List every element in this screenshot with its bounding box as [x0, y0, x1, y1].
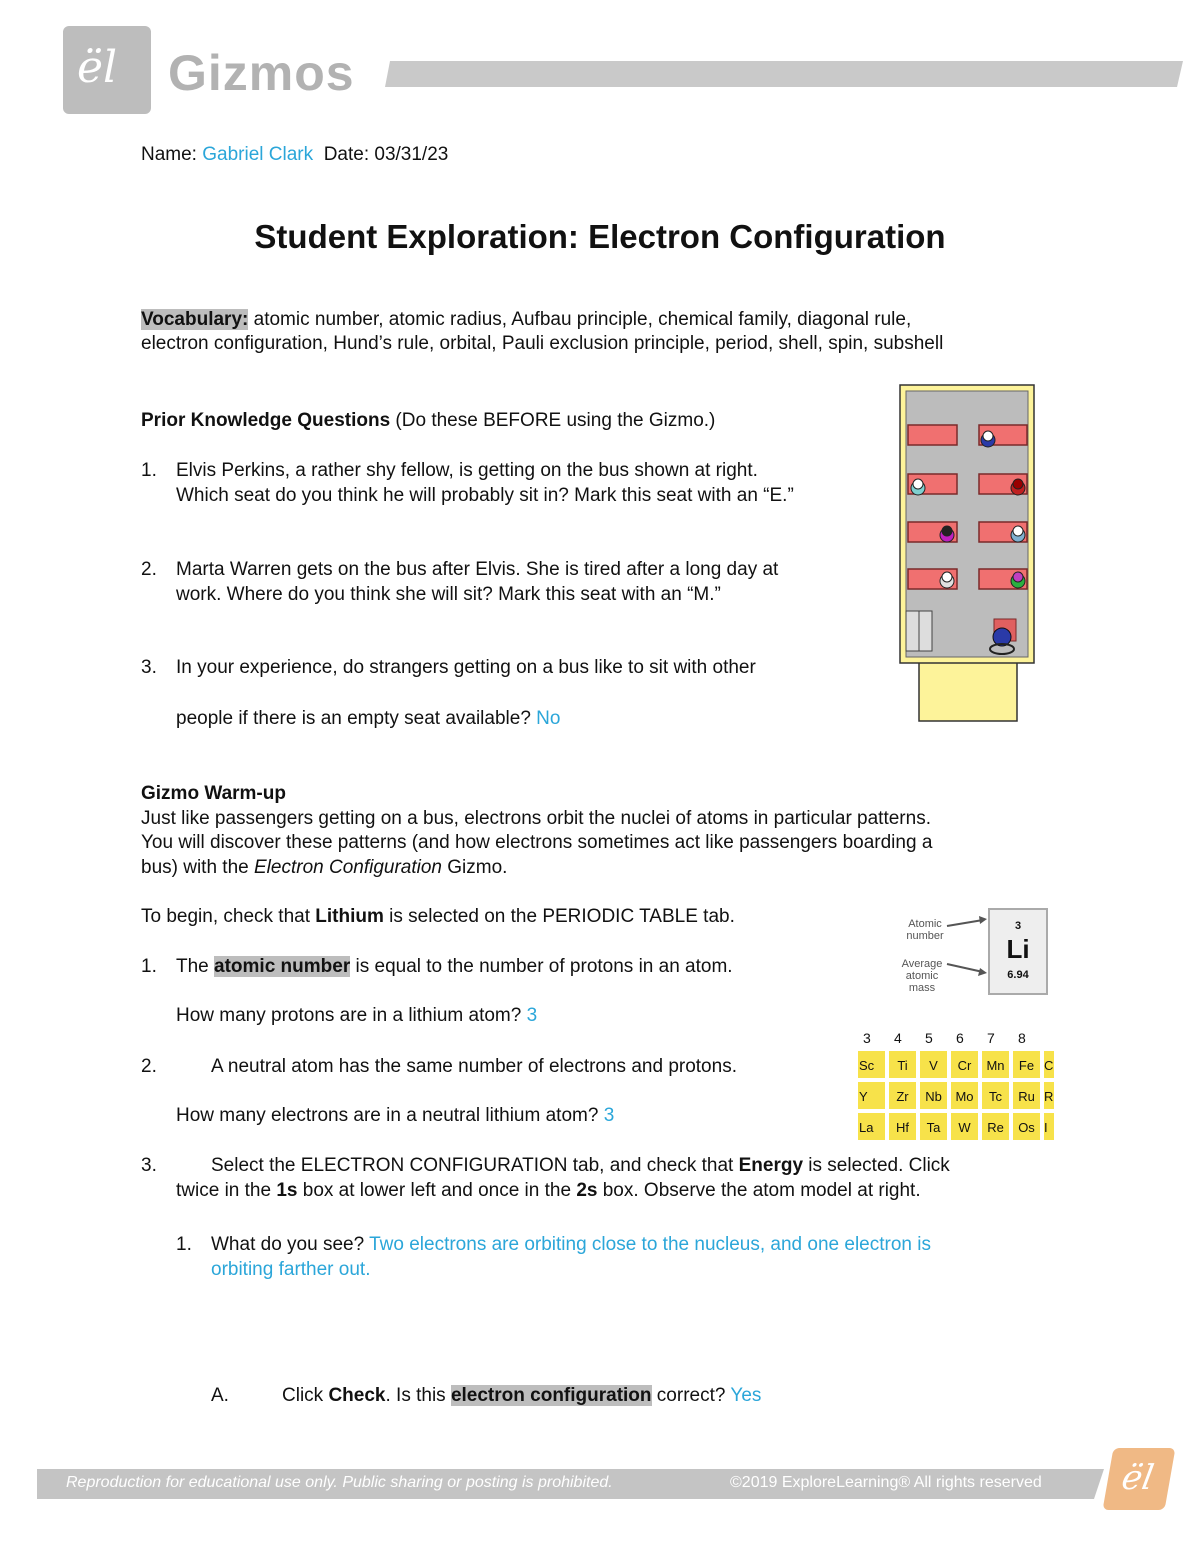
name-label: Name: [141, 144, 197, 165]
element-cell: Ti [889, 1051, 918, 1080]
name-date-line [141, 142, 448, 167]
subA-highlight: electron configuration [450, 1385, 652, 1406]
prior-q3-line2 [176, 706, 560, 731]
q1-highlight: atomic number [214, 956, 351, 977]
warmup-heading [141, 781, 286, 806]
warmup-q3-num: 3. [141, 1155, 157, 1176]
prior-q1-num: 1. [141, 460, 157, 481]
group-number: 8 [1018, 1030, 1026, 1046]
prior-heading-bold: Prior Knowledge Questions [141, 410, 391, 431]
subA-bold: Check [328, 1385, 386, 1406]
subA-c: correct? [651, 1385, 731, 1406]
prior-q1-line2: Which seat do you think he will probably sit in? Mark this seat with an “E.” [176, 485, 794, 506]
element-cell: R [1044, 1082, 1056, 1111]
prior-q3-num: 3. [141, 657, 157, 678]
vocabulary-text-1: atomic number, atomic radius, Aufbau principle, chemical family, diagonal rule, [248, 309, 912, 330]
li-atomic-number: 3 [1014, 920, 1022, 932]
subA-b: . Is this [385, 1385, 451, 1406]
sub1-line1 [211, 1232, 931, 1257]
q3-bold1: Energy [738, 1155, 804, 1176]
explorelearning-logo-icon [1103, 1448, 1176, 1510]
warmup-p3-b: Gizmo. [442, 857, 508, 878]
sub1-answer-2[interactable]: orbiting farther out. [211, 1259, 371, 1280]
warmup-p1: Just like passengers getting on a bus, electrons orbit the nuclei of atoms in particular patterns. [141, 808, 931, 829]
q1-a: The [176, 956, 215, 977]
prior-q3-line1: In your experience, do strangers getting on a bus like to sit with other [176, 657, 756, 678]
begin-a: To begin, check that [141, 906, 316, 927]
prior-heading-note: (Do these BEFORE using the Gizmo.) [390, 410, 716, 431]
warmup-q1 [176, 954, 733, 979]
element-cell: Fe [1013, 1051, 1042, 1080]
element-cell: W [951, 1113, 980, 1142]
logo-glyph: ël [77, 42, 118, 93]
q3-a: Select the ELECTRON CONFIGURATION tab, and check that [211, 1155, 739, 1176]
group-number: 5 [925, 1030, 933, 1046]
li-mass: 6.94 [1007, 969, 1029, 981]
warmup-p2: You will discover these patterns (and how electrons sometimes act like passengers boarding a [141, 832, 933, 853]
vocabulary-line-2: electron configuration, Hund’s rule, orbital, Pauli exclusion principle, period, shell, spin, subshell [141, 333, 944, 354]
prior-q2-num: 2. [141, 559, 157, 580]
element-cell: Mo [951, 1082, 980, 1111]
warmup-p3 [141, 855, 507, 880]
begin-bold: Lithium [315, 906, 384, 927]
element-cell: La [858, 1113, 887, 1142]
element-cell: Zr [889, 1082, 918, 1111]
average-mass-label: Average atomic mass [901, 958, 943, 994]
group-number: 6 [956, 1030, 964, 1046]
bus-illustration [898, 383, 1038, 725]
element-cell: Ta [920, 1113, 949, 1142]
warmup-q1-num: 1. [141, 956, 157, 977]
element-cell: Re [982, 1113, 1011, 1142]
q3-d: box at lower left and once in the [297, 1180, 577, 1201]
header-bar [385, 61, 1183, 87]
prior-q2-line2: work. Where do you think she will sit? Mark this seat with an “M.” [176, 584, 721, 605]
element-cell: I [1044, 1113, 1056, 1142]
warmup-p3-a: bus) with the [141, 857, 254, 878]
element-cell: Mn [982, 1051, 1011, 1080]
date-label: Date: [323, 144, 370, 165]
subA-answer[interactable]: Yes [730, 1385, 762, 1406]
element-cell: Tc [982, 1082, 1011, 1111]
warmup-q3-line1 [211, 1153, 950, 1178]
warmup-q3-line2 [176, 1178, 921, 1203]
element-cell: Os [1013, 1113, 1042, 1142]
sub1-answer-1[interactable]: Two electrons are orbiting close to the nucleus, and one electron is [369, 1234, 931, 1255]
lithium-tile [988, 908, 1048, 995]
warmup-q2: A neutral atom has the same number of electrons and protons. [211, 1056, 737, 1077]
prior-heading [141, 408, 715, 433]
element-cell: Y [858, 1082, 887, 1111]
prior-q2-line1: Marta Warren gets on the bus after Elvis. She is tired after a long day at [176, 559, 779, 580]
q2-sub-text: How many electrons are in a neutral lithium atom? [176, 1105, 604, 1126]
date-value[interactable]: 03/31/23 [374, 144, 449, 165]
warmup-q1-sub [176, 1003, 537, 1028]
q3-b: is selected. Click [803, 1155, 950, 1176]
element-cell: Sc [858, 1051, 887, 1080]
page-title: Student Exploration: Electron Configuration [254, 218, 946, 255]
element-cell: V [920, 1051, 949, 1080]
sub1-num: 1. [176, 1234, 192, 1255]
element-cell: Nb [920, 1082, 949, 1111]
group-number: 4 [894, 1030, 902, 1046]
q3-bold2: 1s [276, 1180, 298, 1201]
q3-c: twice in the [176, 1180, 277, 1201]
footer-disclaimer: Reproduction for educational use only. Public sharing or posting is prohibited. [66, 1474, 613, 1491]
element-cell: C [1044, 1051, 1056, 1080]
subA-a: Click [282, 1385, 329, 1406]
prior-q3-answer[interactable]: No [536, 708, 561, 729]
footer-logo-glyph: ël [1118, 1458, 1157, 1498]
name-value[interactable]: Gabriel Clark [202, 144, 314, 165]
warmup-q2-num: 2. [141, 1056, 157, 1077]
subA-num: A. [211, 1385, 229, 1406]
q1-b: is equal to the number of protons in an atom. [350, 956, 733, 977]
q1-sub-text: How many protons are in a lithium atom? [176, 1005, 527, 1026]
li-symbol: Li [1006, 934, 1030, 964]
begin-b: is selected on the PERIODIC TABLE tab. [383, 906, 735, 927]
warmup-heading-bold: Gizmo Warm-up [141, 783, 286, 804]
sub1-question: What do you see? [211, 1234, 370, 1255]
subA-line [282, 1383, 761, 1408]
q2-answer[interactable]: 3 [603, 1105, 615, 1126]
q3-bold3: 2s [576, 1180, 598, 1201]
brand-name: Gizmos [168, 45, 355, 101]
q3-e: box. Observe the atom model at right. [597, 1180, 921, 1201]
warmup-p3-italic: Electron Configuration [254, 857, 442, 878]
warmup-q2-sub [176, 1103, 614, 1128]
warmup-begin [141, 904, 735, 929]
footer-copyright: ©2019 ExploreLearning® All rights reserved [730, 1474, 1042, 1491]
group-number: 3 [863, 1030, 871, 1046]
element-cell: Ru [1013, 1082, 1042, 1111]
prior-q3-text: people if there is an empty seat available? [176, 708, 537, 729]
gizmos-logo-icon [63, 26, 151, 114]
atomic-number-label: Atomic number [906, 918, 944, 942]
q1-answer[interactable]: 3 [526, 1005, 538, 1026]
vocabulary-label: Vocabulary: [141, 309, 249, 330]
vocabulary-line-1 [141, 307, 911, 332]
arrow-icons [945, 912, 990, 982]
prior-q1-line1: Elvis Perkins, a rather shy fellow, is getting on the bus shown at right. [176, 460, 758, 481]
element-cell: Cr [951, 1051, 980, 1080]
group-number: 7 [987, 1030, 995, 1046]
element-cell: Hf [889, 1113, 918, 1142]
